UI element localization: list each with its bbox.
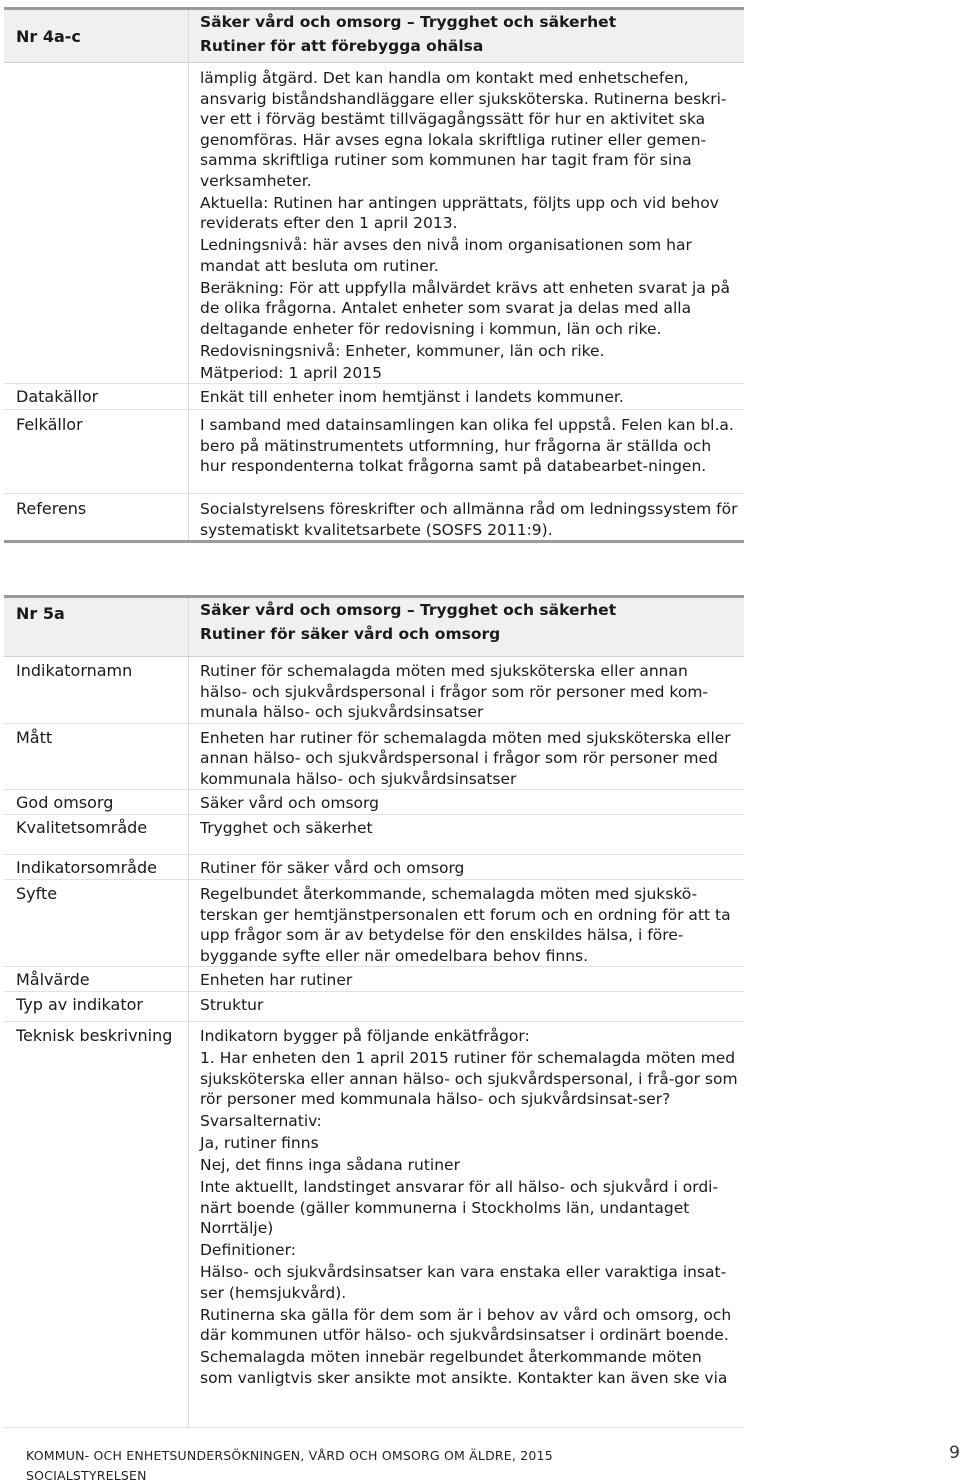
table-header-title [189, 9, 745, 63]
technical-paragraph: Schemalagda möten innebär regelbundet återkommande möten som vanligtvis sker ansikte mot ansikte. Kontakter kan även ske via [200, 1348, 728, 1387]
table-row [4, 1022, 744, 1428]
description-paragraph: Mätperiod: 1 april 2015 [200, 363, 382, 382]
table-header-row [4, 9, 744, 63]
technical-paragraph: Definitioner: [200, 1241, 296, 1259]
row-label: Teknisk beskrivning [16, 1026, 173, 1045]
table-row [4, 790, 744, 815]
row-label: Typ av indikator [16, 995, 143, 1014]
table-row [4, 815, 744, 855]
technical-paragraph: Ja, rutiner finns [200, 1134, 319, 1152]
technical-paragraph: Indikatorn bygger på följande enkätfrågor: [200, 1027, 530, 1045]
row-value: Enkät till enheter inom hemtjänst i landets kommuner. [200, 388, 624, 406]
row-value: Enheten har rutiner [200, 971, 353, 989]
row-value: I samband med datainsamlingen kan olika fel uppstå. Felen kan bl.a. bero på mätinstrumentets utformning, hur frågorna är ställda och hur respondenterna tolkat frågorna samt på databearbet-ningen. [200, 416, 734, 475]
description-cell [189, 63, 745, 384]
description-paragraph: Ledningsnivå: här avses den nivå inom organisationen som har mandat att besluta om rutiner. [200, 236, 692, 275]
table-row [4, 657, 744, 724]
technical-paragraph: Svarsalternativ: [200, 1112, 322, 1130]
row-label: Datakällor [16, 387, 99, 406]
table-row [4, 494, 744, 542]
table-header-row [4, 597, 744, 657]
description-paragraph: Redovisningsnivå: Enheter, kommuner, län och rike. [200, 341, 605, 360]
row-label: God omsorg [16, 793, 114, 812]
row-label: Indikatornamn [16, 661, 133, 680]
description-paragraph: Beräkning: För att uppfylla målvärdet krävs att enheten svarat ja på de olika frågorna. Antalet enheter som svarat ja delas med alla deltagande enheter för redovisning i kommun, län och rike. [200, 278, 731, 338]
row-label: Kvalitetsområde [16, 818, 148, 837]
header-line-1: Säker vård och omsorg – Trygghet och säkerhet [200, 13, 617, 31]
table-row [4, 992, 744, 1022]
technical-description-cell [189, 1022, 745, 1428]
table-row [4, 967, 744, 992]
technical-paragraph: Rutinerna ska gälla för dem som är i behov av vård och omsorg, och där kommunen utför hälso- och sjukvårdsinsatser i ordinärt boende. [200, 1305, 732, 1344]
technical-paragraph: Hälso- och sjukvårdsinsatser kan vara enstaka eller varaktiga insat-ser (hemsjukvård). [200, 1263, 727, 1302]
table-row [4, 384, 744, 410]
row-value: Struktur [200, 996, 264, 1014]
footer-report-title: KOMMUN- OCH ENHETSUNDERSÖKNINGEN, VÅRD OCH OMSORG OM ÄLDRE, 2015 [26, 1448, 553, 1463]
table-row [4, 63, 744, 384]
row-value: Enheten har rutiner för schemalagda möten med sjuksköterska eller annan hälso- och sjukvårdspersonal i frågor som rör personer med kommunala hälso- och sjukvårdsinsatser [200, 728, 731, 788]
footer-publisher: SOCIALSTYRELSEN [26, 1468, 147, 1483]
row-label: Målvärde [16, 970, 90, 989]
row-value: Rutiner för säker vård och omsorg [200, 859, 465, 877]
technical-paragraph: 1. Har enheten den 1 april 2015 rutiner för schemalagda möten med sjuksköterska eller annan hälso- och sjukvårdspersonal, i frå-gor som rör personer med kommunala hälso- och sjukvårdsinsat-ser? [200, 1049, 738, 1108]
row-label: Mått [16, 727, 53, 747]
row-value: Regelbundet återkommande, schemalagda möten med sjukskö-terskan ger hemtjänstpersonalen ett forum och en ordning för att ta upp frågor som är av betydelse för den enskildes hälsa, i före-byggande syfte eller när omedelbara behov finns. [200, 885, 731, 965]
table-row [4, 855, 744, 880]
row-value: Trygghet och säkerhet [200, 819, 373, 837]
row-label: Felkällor [16, 415, 83, 434]
row-value: Socialstyrelsens föreskrifter och allmänna råd om ledningssystem för systematiskt kvalitetsarbete (SOSFS 2011:9). [200, 500, 738, 539]
technical-paragraph: Inte aktuellt, landstinget ansvarar för all hälso- och sjukvård i ordi-närt boende (gäller kommunerna i Stockholms län, undantaget Norrtälje) [200, 1178, 719, 1237]
row-value: Rutiner för schemalagda möten med sjuksköterska eller annan hälso- och sjukvårdspersonal i frågor som rör personer med kom-munala hälso- och sjukvårdsinsatser [200, 662, 709, 721]
header-line-2: Rutiner för att förebygga ohälsa [200, 37, 484, 55]
table-row [4, 723, 744, 790]
table-row [4, 410, 744, 494]
row-label: Indikatorsområde [16, 858, 157, 877]
header-line-2: Rutiner för säker vård och omsorg [200, 625, 501, 643]
indicator-number: Nr 4a-c [4, 9, 189, 63]
description-paragraph: Aktuella: Rutinen har antingen upprättats, följts upp och vid behov reviderats efter den 1 april 2013. [200, 193, 719, 232]
row-label: Syfte [16, 884, 58, 903]
indicator-number: Nr 5a [4, 597, 189, 657]
indicator-table-4a-c [4, 7, 744, 543]
row-label: Referens [16, 499, 87, 518]
table-row [4, 880, 744, 967]
description-paragraph: lämplig åtgärd. Det kan handla om kontakt med enhetschefen, ansvarig biståndshandläggare eller sjuksköterska. Rutinerna beskri-ver ett i förväg bestämt tillvägagångssätt för hur en aktivitet ska genomföras. Här avses egna lokala skriftliga rutiner eller gemen-samma skriftliga rutiner som kommunen har tagit fram för sina verksamheter. [200, 69, 727, 190]
table-header-title [189, 597, 745, 657]
row-value: Säker vård och omsorg [200, 794, 379, 812]
header-line-1: Säker vård och omsorg – Trygghet och säkerhet [200, 601, 617, 619]
page-number: 9 [949, 1443, 960, 1463]
technical-paragraph: Nej, det finns inga sådana rutiner [200, 1156, 460, 1174]
indicator-table-5a [4, 595, 744, 1428]
